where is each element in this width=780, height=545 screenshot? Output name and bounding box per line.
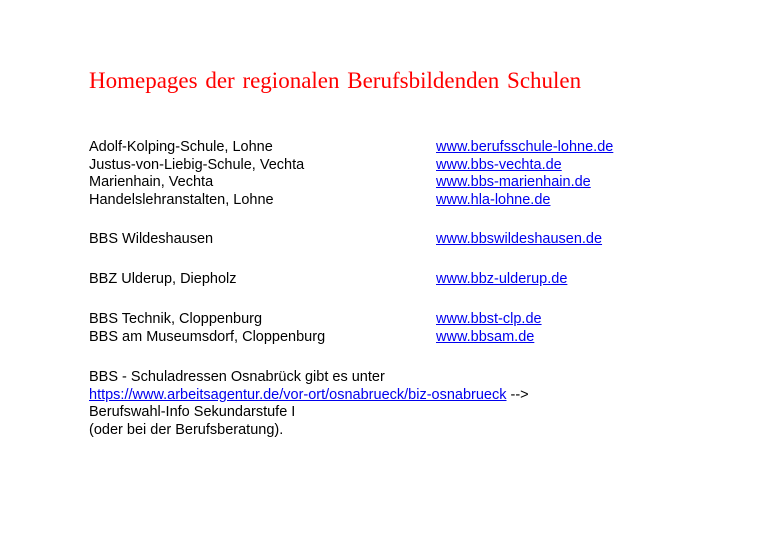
school-name: Marienhain, Vechta: [89, 174, 214, 190]
school-row: [89, 271, 689, 289]
school-link[interactable]: www.hla-lohne.de: [436, 191, 551, 208]
school-link[interactable]: www.bbs-marienhain.de: [436, 174, 591, 190]
arrow-text: -->: [506, 386, 529, 403]
school-name: BBZ Ulderup, Diepholz: [89, 271, 237, 287]
note-line: BBS - Schuladressen Osnabrück gibt es unter: [89, 369, 385, 385]
school-name: BBS Wildeshausen: [89, 231, 214, 247]
school-link[interactable]: www.bbs-vechta.de: [436, 156, 562, 173]
school-link[interactable]: www.bbswildeshausen.de: [436, 231, 603, 247]
school-row: [89, 157, 689, 175]
school-name: Justus-von-Liebig-Schule, Vechta: [89, 156, 305, 173]
school-link[interactable]: www.bbst-clp.de: [436, 311, 542, 327]
school-row: [89, 311, 689, 329]
school-row: [89, 231, 689, 249]
school-group-diepholz: [89, 271, 689, 289]
school-link[interactable]: www.bbz-ulderup.de: [436, 271, 568, 287]
school-row: [89, 192, 689, 210]
school-name: Adolf-Kolping-Schule, Lohne: [89, 139, 273, 155]
school-row: [89, 139, 689, 157]
school-group-cloppenburg: [89, 311, 689, 346]
note-link-line: [89, 387, 709, 405]
school-row: [89, 174, 689, 192]
arbeitsagentur-link[interactable]: https://www.arbeitsagentur.de/vor-ort/osnabrueck/biz-osnabrueck: [89, 386, 507, 403]
school-group-vechta-lohne: [89, 139, 689, 209]
school-name: BBS am Museumsdorf, Cloppenburg: [89, 328, 326, 345]
school-name: BBS Technik, Cloppenburg: [89, 311, 263, 327]
osnabrueck-note: [89, 369, 709, 439]
page-title: Homepages der regionalen Berufsbildenden Schulen: [89, 68, 582, 93]
school-row: [89, 329, 689, 347]
note-line: Berufswahl-Info Sekundarstufe I: [89, 404, 296, 420]
school-group-wildeshausen: [89, 231, 689, 249]
school-link[interactable]: www.berufsschule-lohne.de: [436, 139, 614, 155]
note-line: (oder bei der Berufsberatung).: [89, 421, 284, 438]
school-link[interactable]: www.bbsam.de: [436, 328, 535, 345]
school-name: Handelslehranstalten, Lohne: [89, 191, 274, 208]
